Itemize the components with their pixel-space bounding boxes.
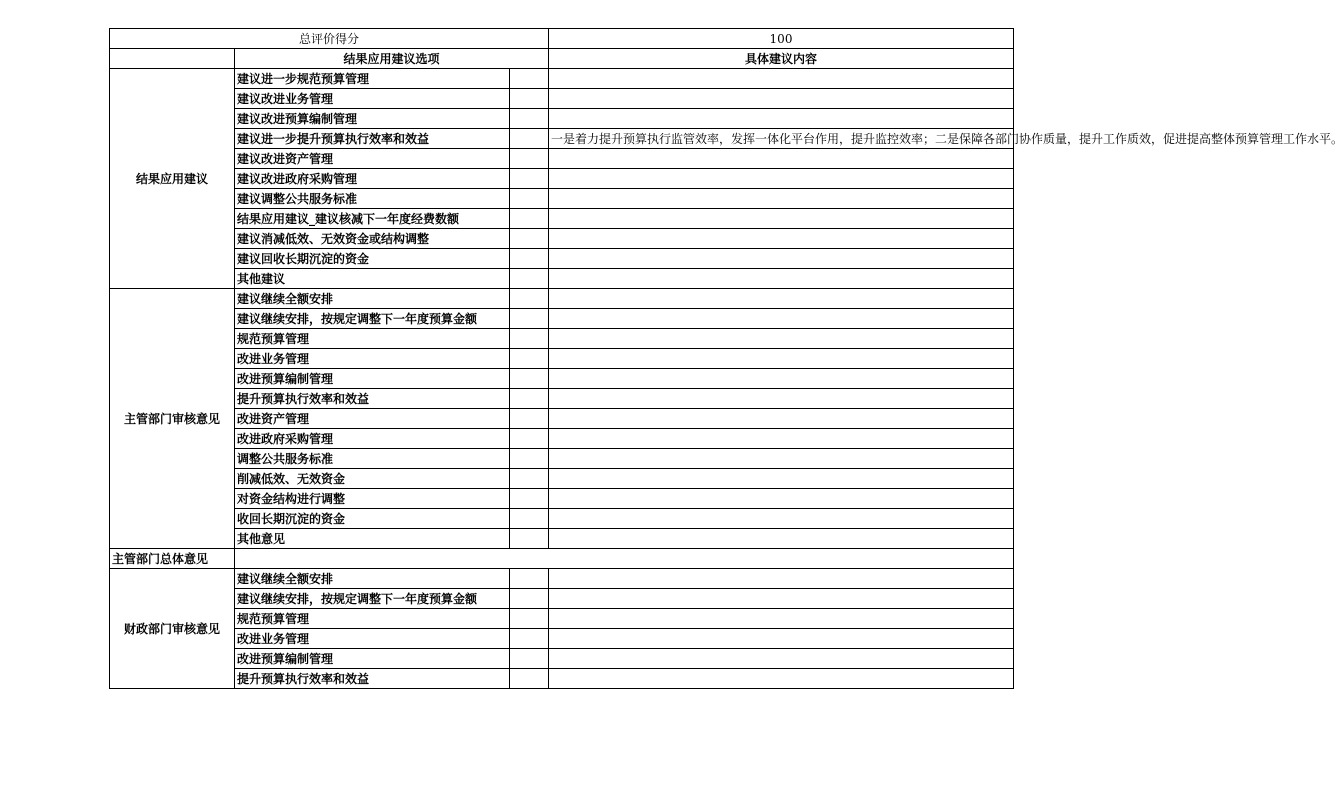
header-empty-cell [110, 49, 235, 69]
option-label: 改进业务管理 [235, 349, 510, 369]
option-check-cell[interactable] [510, 509, 549, 529]
option-label: 收回长期沉淀的资金 [235, 509, 510, 529]
table-row [110, 529, 1014, 549]
score-row [110, 29, 1014, 49]
option-check-cell[interactable] [510, 369, 549, 389]
option-detail-cell[interactable] [549, 229, 1014, 249]
option-detail-cell[interactable] [549, 489, 1014, 509]
option-detail-cell[interactable] [549, 369, 1014, 389]
option-label: 建议继续安排，按规定调整下一年度预算金额 [235, 309, 510, 329]
option-check-cell[interactable] [510, 589, 549, 609]
option-label: 调整公共服务标准 [235, 449, 510, 469]
table-row [110, 129, 1014, 149]
option-check-cell[interactable] [510, 229, 549, 249]
table-row [110, 449, 1014, 469]
table-row [110, 209, 1014, 229]
option-detail-cell[interactable] [549, 449, 1014, 469]
option-detail-cell[interactable] [549, 269, 1014, 289]
table-row [110, 509, 1014, 529]
option-check-cell[interactable] [510, 289, 549, 309]
option-label: 其他建议 [235, 269, 510, 289]
option-detail-cell[interactable] [549, 209, 1014, 229]
section-value-cell[interactable] [235, 549, 1014, 569]
option-detail-cell[interactable] [549, 169, 1014, 189]
table-row [110, 649, 1014, 669]
option-label: 提升预算执行效率和效益 [235, 389, 510, 409]
option-detail-cell[interactable] [549, 529, 1014, 549]
section-title: 主管部门审核意见 [110, 289, 235, 549]
option-label: 建议进一步提升预算执行效率和效益 [235, 129, 510, 149]
option-label: 改进预算编制管理 [235, 369, 510, 389]
score-value[interactable]: 100 [549, 29, 1014, 49]
option-detail-cell[interactable] [549, 69, 1014, 89]
option-detail-cell[interactable] [549, 609, 1014, 629]
option-detail-cell[interactable] [549, 149, 1014, 169]
table-row [110, 589, 1014, 609]
table-row [110, 429, 1014, 449]
option-label: 规范预算管理 [235, 329, 510, 349]
option-check-cell[interactable] [510, 609, 549, 629]
table-row [110, 309, 1014, 329]
table-row [110, 329, 1014, 349]
table-row [110, 629, 1014, 649]
table-row [110, 349, 1014, 369]
option-label: 建议继续全额安排 [235, 289, 510, 309]
table-row [110, 409, 1014, 429]
option-detail-cell[interactable] [549, 389, 1014, 409]
option-label: 改进资产管理 [235, 409, 510, 429]
option-check-cell[interactable] [510, 109, 549, 129]
table-row [110, 249, 1014, 269]
option-detail-cell[interactable] [549, 289, 1014, 309]
option-label: 结果应用建议_建议核减下一年度经费数额 [235, 209, 510, 229]
option-detail-cell[interactable] [549, 669, 1014, 689]
header-options: 结果应用建议选项 [235, 49, 549, 69]
option-label: 改进预算编制管理 [235, 649, 510, 669]
table-row [110, 169, 1014, 189]
table-row [110, 269, 1014, 289]
option-check-cell[interactable] [510, 209, 549, 229]
section-title: 结果应用建议 [110, 69, 235, 289]
table-row [110, 609, 1014, 629]
option-check-cell[interactable] [510, 89, 549, 109]
table-row [110, 89, 1014, 109]
table-row [110, 69, 1014, 89]
option-check-cell[interactable] [510, 529, 549, 549]
option-label: 其他意见 [235, 529, 510, 549]
option-label: 规范预算管理 [235, 609, 510, 629]
option-check-cell[interactable] [510, 189, 549, 209]
option-check-cell[interactable] [510, 269, 549, 289]
score-label: 总评价得分 [110, 29, 549, 49]
option-check-cell[interactable] [510, 309, 549, 329]
section-row [110, 549, 1014, 569]
option-detail-cell[interactable] [549, 89, 1014, 109]
option-check-cell[interactable] [510, 629, 549, 649]
option-check-cell[interactable] [510, 449, 549, 469]
table-row [110, 149, 1014, 169]
option-detail-cell[interactable] [549, 509, 1014, 529]
option-check-cell[interactable] [510, 169, 549, 189]
option-label: 对资金结构进行调整 [235, 489, 510, 509]
option-check-cell[interactable] [510, 329, 549, 349]
option-label: 建议改进业务管理 [235, 89, 510, 109]
option-label: 建议进一步规范预算管理 [235, 69, 510, 89]
option-detail-cell[interactable] [549, 569, 1014, 589]
option-check-cell[interactable] [510, 649, 549, 669]
option-check-cell[interactable] [510, 469, 549, 489]
option-detail-cell[interactable] [549, 309, 1014, 329]
option-detail-cell[interactable] [549, 629, 1014, 649]
option-check-cell[interactable] [510, 409, 549, 429]
option-check-cell[interactable] [510, 249, 549, 269]
header-details: 具体建议内容 [549, 49, 1014, 69]
option-detail-cell[interactable]: 一是着力提升预算执行监管效率，发挥一体化平台作用，提升监控效率；二是保障各部门协作质量，提升工作质效，促进提高整体预算管理工作水平。 [549, 129, 1014, 149]
table-row [110, 469, 1014, 489]
option-label: 改进政府采购管理 [235, 429, 510, 449]
table-row [110, 189, 1014, 209]
section-title: 财政部门审核意见 [110, 569, 235, 689]
option-check-cell[interactable] [510, 569, 549, 589]
option-check-cell[interactable] [510, 429, 549, 449]
option-check-cell[interactable] [510, 69, 549, 89]
option-label: 建议改进预算编制管理 [235, 109, 510, 129]
option-label: 建议调整公共服务标准 [235, 189, 510, 209]
option-label: 提升预算执行效率和效益 [235, 669, 510, 689]
option-detail-cell[interactable] [549, 189, 1014, 209]
option-label: 建议消减低效、无效资金或结构调整 [235, 229, 510, 249]
table-row [110, 669, 1014, 689]
table-row [110, 489, 1014, 509]
option-detail-cell[interactable] [549, 109, 1014, 129]
option-label: 建议回收长期沉淀的资金 [235, 249, 510, 269]
option-detail-cell[interactable] [549, 249, 1014, 269]
option-detail-cell[interactable] [549, 429, 1014, 449]
option-detail-cell[interactable] [549, 649, 1014, 669]
table-row [110, 369, 1014, 389]
table-row [110, 289, 1014, 309]
option-detail-cell[interactable] [549, 589, 1014, 609]
table-row [110, 569, 1014, 589]
option-check-cell[interactable] [510, 349, 549, 369]
option-check-cell[interactable] [510, 489, 549, 509]
option-check-cell[interactable] [510, 129, 549, 149]
option-label: 建议继续全额安排 [235, 569, 510, 589]
option-label: 改进业务管理 [235, 629, 510, 649]
section-title: 主管部门总体意见 [110, 549, 235, 569]
table-row [110, 229, 1014, 249]
evaluation-sheet [109, 28, 1343, 689]
option-detail-cell[interactable] [549, 409, 1014, 429]
option-label: 建议改进政府采购管理 [235, 169, 510, 189]
header-row [110, 49, 1014, 69]
option-label: 建议继续安排，按规定调整下一年度预算金额 [235, 589, 510, 609]
option-check-cell[interactable] [510, 149, 549, 169]
table-row [110, 109, 1014, 129]
option-check-cell[interactable] [510, 669, 549, 689]
option-check-cell[interactable] [510, 389, 549, 409]
option-detail-cell[interactable] [549, 469, 1014, 489]
option-detail-cell[interactable] [549, 349, 1014, 369]
option-label: 建议改进资产管理 [235, 149, 510, 169]
option-detail-cell[interactable] [549, 329, 1014, 349]
option-label: 削减低效、无效资金 [235, 469, 510, 489]
table-row [110, 389, 1014, 409]
